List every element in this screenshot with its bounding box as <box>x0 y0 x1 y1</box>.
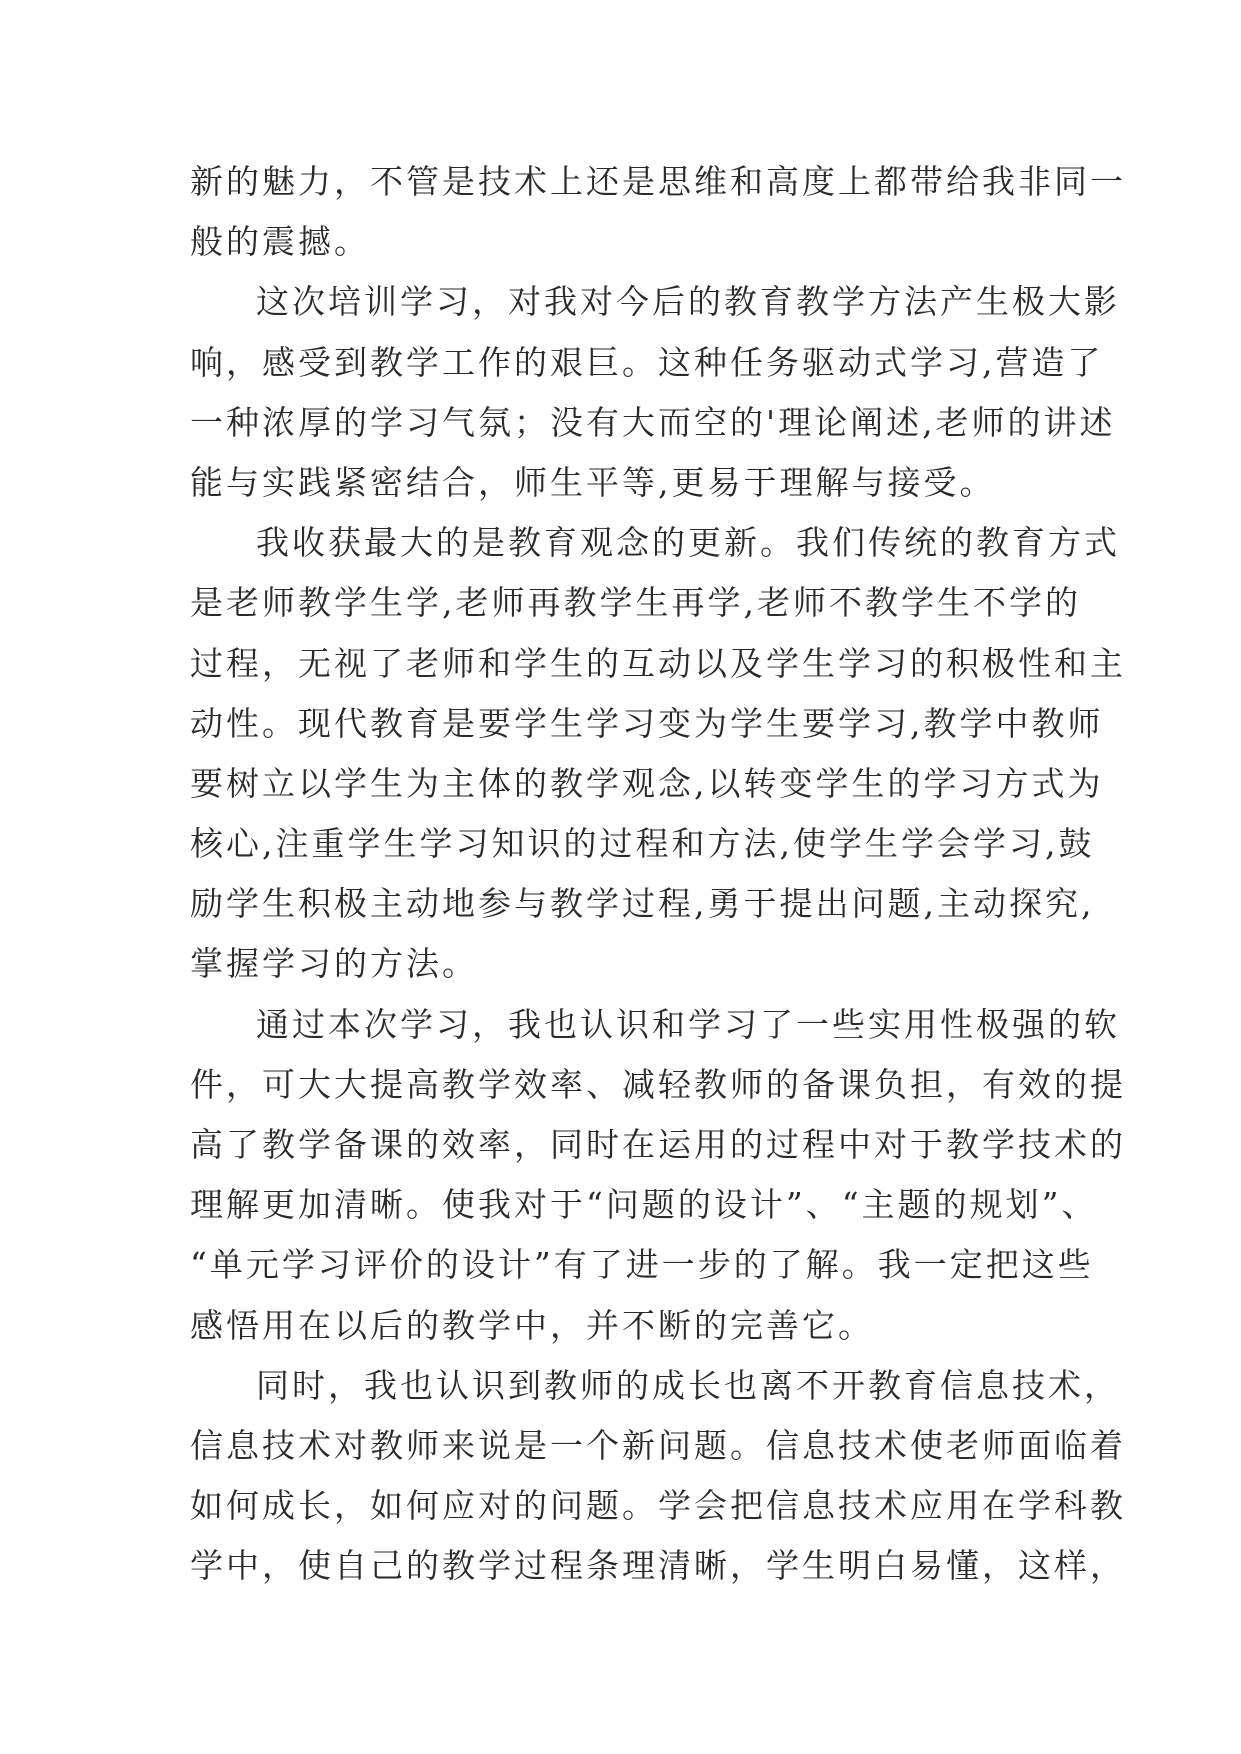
text-line: 通过本次学习，我也认识和学习了一些实用性极强的软 <box>256 1004 1120 1044</box>
text-line: 新的魅力，不管是技术上还是思维和高度上都带给我非同一 <box>190 162 1126 201</box>
text-line: 学中，使自己的教学过程条理清晰，学生明白易懂，这样， <box>190 1546 1126 1586</box>
text-line: 动性。现代教育是要学生学习变为学生要学习,教学中教师 <box>190 703 1104 743</box>
text-line: 理解更加清晰。使我对于“问题的设计”、“主题的规划”、 <box>190 1185 1098 1225</box>
text-line: 励学生积极主动地参与教学过程,勇于提出问题,主动探究, <box>190 884 1095 924</box>
text-line: 般的震撼。 <box>190 222 370 262</box>
text-line: 要树立以学生为主体的教学观念,以转变学生的学习方式为 <box>190 763 1104 803</box>
text-line: 同时，我也认识到教师的成长也离不开教育信息技术， <box>256 1365 1120 1405</box>
text-line: 我收获最大的是教育观念的更新。我们传统的教育方式 <box>256 523 1120 563</box>
text-line: 是老师教学生学,老师再教学生再学,老师不教学生不学的 <box>190 583 1081 623</box>
text-line: 响，感受到教学工作的艰巨。这种任务驱动式学习,营造了 <box>190 342 1104 382</box>
text-line: 掌握学习的方法。 <box>190 944 478 984</box>
text-line: 高了教学备课的效率，同时在运用的过程中对于教学技术的 <box>190 1125 1126 1164</box>
text-line: 感悟用在以后的教学中，并不断的完善它。 <box>190 1305 874 1345</box>
text-line: 信息技术对教师来说是一个新问题。信息技术使老师面临着 <box>190 1425 1126 1465</box>
text-line: 一种浓厚的学习气氛；没有大而空的'理论阐述,老师的讲述 <box>190 402 1116 442</box>
text-line: “单元学习评价的设计”有了进一步的了解。我一定把这些 <box>190 1245 1094 1285</box>
text-line: 这次培训学习，对我对今后的教育教学方法产生极大影 <box>256 282 1120 322</box>
text-line: 件，可大大提高教学效率、减轻教师的备课负担，有效的提 <box>190 1064 1126 1104</box>
text-line: 能与实践紧密结合，师生平等,更易于理解与接受。 <box>190 462 996 502</box>
text-line: 如何成长，如何应对的问题。学会把信息技术应用在学科教 <box>190 1486 1126 1526</box>
document-body <box>190 152 1126 1597</box>
text-line: 过程，无视了老师和学生的互动以及学生学习的积极性和主 <box>190 643 1126 683</box>
text-line: 核心,注重学生学习知识的过程和方法,使学生学会学习,鼓 <box>190 824 1095 864</box>
